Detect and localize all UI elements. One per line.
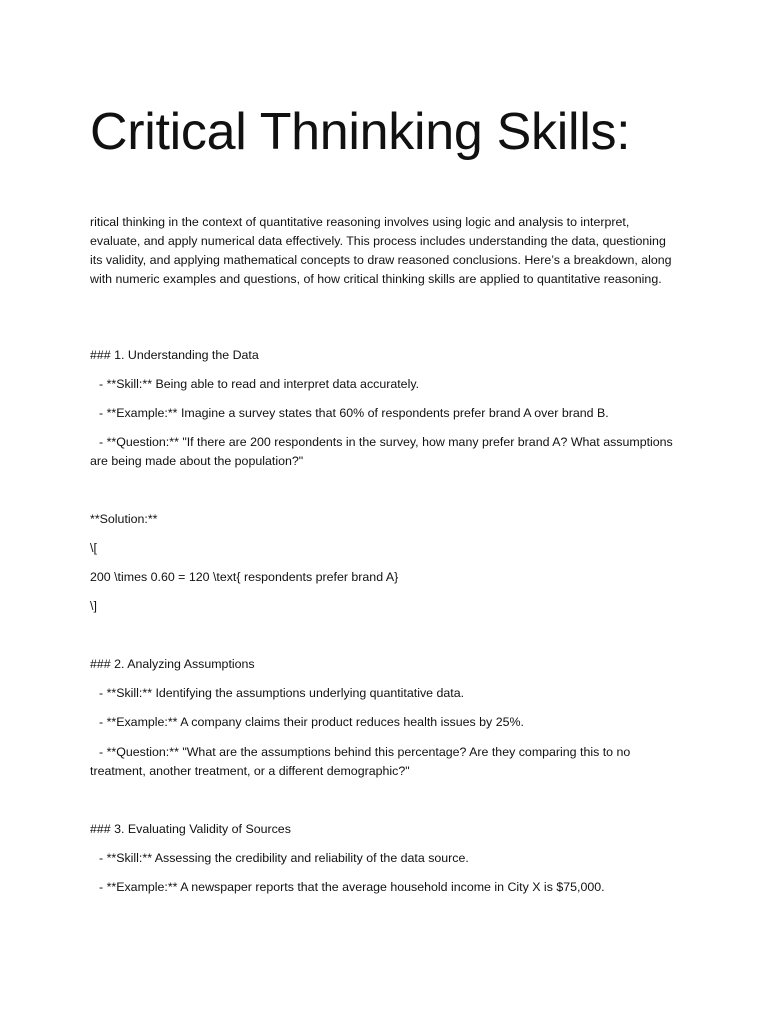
- section-1-example: - **Example:** Imagine a survey states that 60% of respondents prefer brand A over brand B.: [99, 406, 609, 420]
- solution-close-bracket: \]: [90, 599, 97, 613]
- solution-formula: 200 \times 0.60 = 120 \text{ respondents prefer brand A}: [90, 570, 399, 584]
- document-title: Critical Thninking Skills:: [90, 103, 631, 161]
- section-2-example: - **Example:** A company claims their product reduces health issues by 25%.: [99, 715, 524, 729]
- section-1-question: - **Question:** "If there are 200 respondents in the survey, how many prefer brand A? What assumptions are being made about the population?": [90, 435, 673, 468]
- section-3-example: - **Example:** A newspaper reports that the average household income in City X is $75,000.: [99, 880, 605, 894]
- solution-open-bracket: \[: [90, 541, 97, 555]
- section-1-heading: ### 1. Understanding the Data: [90, 348, 259, 362]
- section-2-heading: ### 2. Analyzing Assumptions: [90, 657, 255, 671]
- intro-paragraph: ritical thinking in the context of quantitative reasoning involves using logic and analysis to interpret, evaluate, and apply numerical data effectively. This process includes understanding the data, questioning its validity, and applying mathematical concepts to draw reasoned conclusions. Here’s a breakdown, along with numeric examples and questions, of how critical thinking skills are applied to quantitative reasoning.: [90, 215, 672, 286]
- section-1-skill: - **Skill:** Being able to read and interpret data accurately.: [99, 377, 420, 391]
- section-3-skill: - **Skill:** Assessing the credibility and reliability of the data source.: [99, 851, 469, 865]
- section-2-question: - **Question:** "What are the assumptions behind this percentage? Are they comparing this to no treatment, another treatment, or a different demographic?": [90, 745, 631, 778]
- section-2-skill: - **Skill:** Identifying the assumptions underlying quantitative data.: [99, 686, 465, 700]
- section-3-heading: ### 3. Evaluating Validity of Sources: [90, 822, 291, 836]
- solution-label: **Solution:**: [90, 512, 158, 526]
